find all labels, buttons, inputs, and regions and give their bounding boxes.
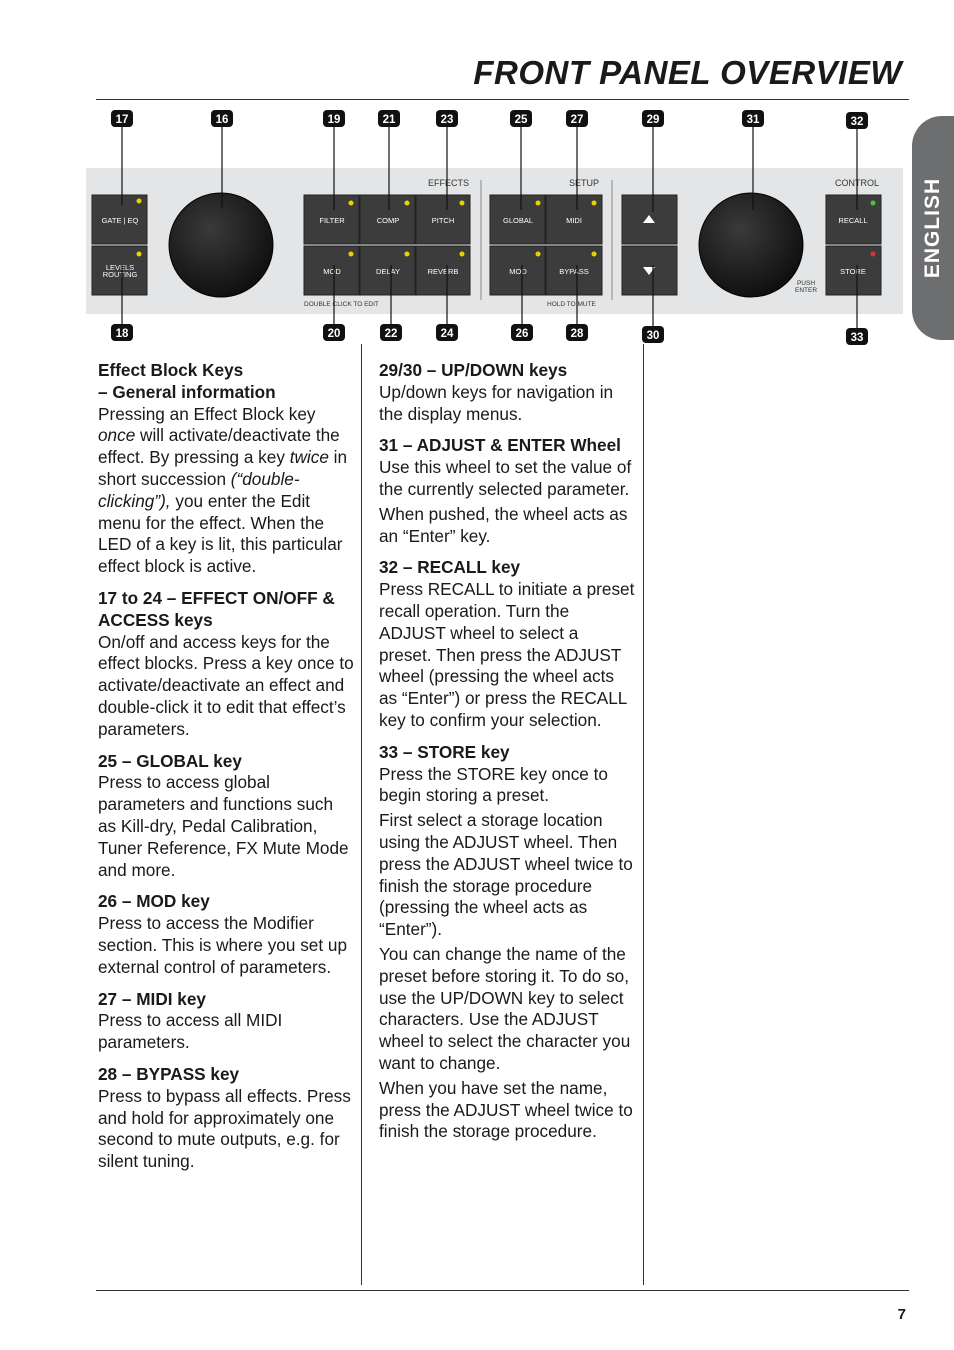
- page-title: FRONT PANEL OVERVIEW: [473, 54, 902, 91]
- reverb-key[interactable]: REVERB: [427, 267, 459, 276]
- levels-key-line1[interactable]: LEVELS: [105, 263, 135, 272]
- section-25: [98, 751, 354, 882]
- column-divider-1: [361, 344, 362, 1285]
- section-27: [98, 989, 354, 1054]
- section-body: Pressing an Effect Block key once will activate/deactivate the effect. By pressing a key twice in short succession (“double-clicking”), you enter the Edit menu for the effect. When the LED of a key is lit, this particular effect block is active.: [98, 403, 348, 577]
- section-26: [98, 891, 354, 978]
- store-key[interactable]: STORE: [840, 267, 866, 276]
- callout-25: 25: [514, 114, 528, 126]
- section-body: Press the STORE key once to begin storing a preset.: [379, 763, 608, 806]
- adjust-enter-wheel[interactable]: [699, 193, 803, 297]
- section-heading: – General information: [98, 381, 276, 402]
- section-effect-block: [98, 360, 354, 578]
- column-divider-2: [643, 344, 644, 1285]
- section-heading: 25 – GLOBAL key: [98, 750, 242, 771]
- pitch-key[interactable]: PITCH: [431, 216, 455, 225]
- mod-setup-key[interactable]: MOD: [509, 267, 527, 276]
- footer-rule: [96, 1290, 909, 1291]
- callout-17: 17: [115, 114, 129, 126]
- callout-29: 29: [646, 114, 660, 126]
- callout-31: 31: [746, 114, 760, 126]
- control-label: CONTROL: [835, 178, 880, 188]
- recall-key[interactable]: RECALL: [838, 216, 868, 225]
- routing-key-line2[interactable]: ROUTING: [102, 270, 138, 279]
- callout-28: 28: [570, 328, 584, 340]
- section-body: Press to bypass all effects. Press and hold for approximately one second to mute outputs, e.g. for silent tuning.: [98, 1085, 351, 1172]
- bypass-key[interactable]: BYPASS: [559, 267, 589, 276]
- double-click-hint: DOUBLE CLICK TO EDIT: [304, 301, 379, 308]
- gate-eq-led: [137, 199, 142, 204]
- section-body: You can change the name of the preset before storing it. To do so, use the UP/DOWN key to select characters. Use the ADJUST wheel to select the character you want to change.: [379, 943, 631, 1073]
- section-body: Use this wheel to set the value of the currently selected parameter.: [379, 457, 632, 499]
- section-heading: 17 to 24 – EFFECT ON/OFF & ACCESS keys: [98, 587, 335, 630]
- callout-27: 27: [570, 114, 584, 126]
- section-heading: 26 – MOD key: [98, 891, 210, 912]
- language-tab-label: ENGLISH: [921, 177, 944, 279]
- callout-22: 22: [384, 328, 398, 340]
- section-heading: 29/30 – UP/DOWN keys: [379, 360, 568, 380]
- delay-key[interactable]: DELAY: [375, 267, 401, 276]
- section-31: [379, 435, 635, 547]
- store-led: [871, 252, 876, 257]
- section-heading: Effect Block Keys: [98, 360, 244, 380]
- mod-fx-key[interactable]: MOD: [323, 267, 341, 276]
- levels-led: [137, 252, 142, 257]
- section-body: Press to access global parameters and functions such as Kill-dry, Pedal Calibration, Tuner Reference, FX Mute Mode and more.: [98, 772, 349, 880]
- midi-key[interactable]: MIDI: [566, 216, 582, 225]
- section-heading: 27 – MIDI key: [98, 988, 206, 1009]
- effects-label: EFFECTS: [428, 178, 470, 188]
- front-panel-diagram: [0, 100, 954, 345]
- page-number: 7: [897, 1306, 906, 1323]
- callout-30: 30: [646, 330, 660, 342]
- section-heading: 33 – STORE key: [379, 741, 510, 762]
- callout-16: 16: [215, 114, 229, 126]
- section-body: When you have set the name, press the ADJUST wheel twice to finish the storage procedure.: [379, 1077, 633, 1142]
- section-33: [379, 742, 635, 1143]
- section-heading: 28 – BYPASS key: [98, 1063, 240, 1084]
- section-body: Up/down keys for navigation in the display menus.: [379, 381, 614, 424]
- section-body: When pushed, the wheel acts as an “Enter” key.: [379, 503, 628, 546]
- section-body: First select a storage location using the ADJUST wheel. Then press the ADJUST wheel twice to finish the storage procedure (pressing the wheel acts as “Enter”).: [379, 810, 633, 940]
- section-29-30: [379, 360, 635, 425]
- section-17-24: [98, 588, 354, 741]
- section-body: Press to access the Modifier section. This is where you set up external control of parameters.: [98, 913, 348, 977]
- section-body: Press to access all MIDI parameters.: [98, 1010, 283, 1053]
- recall-led: [871, 201, 876, 206]
- hold-to-mute-hint: HOLD TO MUTE: [547, 301, 596, 308]
- section-body: On/off and access keys for the effect blocks. Press a key once to activate/deactivate an effect and double-click it to edit that effect’s parameters.: [98, 631, 354, 739]
- section-heading: 32 – RECALL key: [379, 557, 521, 578]
- callout-21: 21: [382, 114, 396, 126]
- callout-33: 33: [850, 332, 864, 344]
- setup-label: SETUP: [569, 178, 600, 188]
- section-heading: 31 – ADJUST & ENTER Wheel: [379, 435, 621, 456]
- gate-eq-key[interactable]: GATE | EQ: [101, 216, 139, 225]
- callout-20: 20: [327, 328, 341, 340]
- callout-26: 26: [515, 328, 529, 340]
- text-column-1: [98, 360, 354, 1183]
- comp-key[interactable]: COMP: [376, 216, 400, 225]
- section-body: Press RECALL to initiate a preset recall operation. Turn the ADJUST wheel to select a preset. Then press the ADJUST wheel (pressing the wheel acts as “Enter”) or press the RECALL key to confirm your selection.: [379, 579, 635, 730]
- knob-16[interactable]: [169, 193, 273, 297]
- section-32: [379, 557, 635, 731]
- callout-18: 18: [115, 328, 129, 340]
- enter-label: ENTER: [794, 287, 818, 294]
- filter-key[interactable]: FILTER: [319, 216, 345, 225]
- callout-23: 23: [440, 114, 454, 126]
- text-column-2: [379, 360, 635, 1153]
- callout-32: 32: [850, 116, 864, 128]
- section-28: [98, 1064, 354, 1173]
- push-label: PUSH: [796, 280, 816, 287]
- callout-19: 19: [327, 114, 341, 126]
- global-key[interactable]: GLOBAL: [502, 216, 534, 225]
- callout-24: 24: [440, 328, 454, 340]
